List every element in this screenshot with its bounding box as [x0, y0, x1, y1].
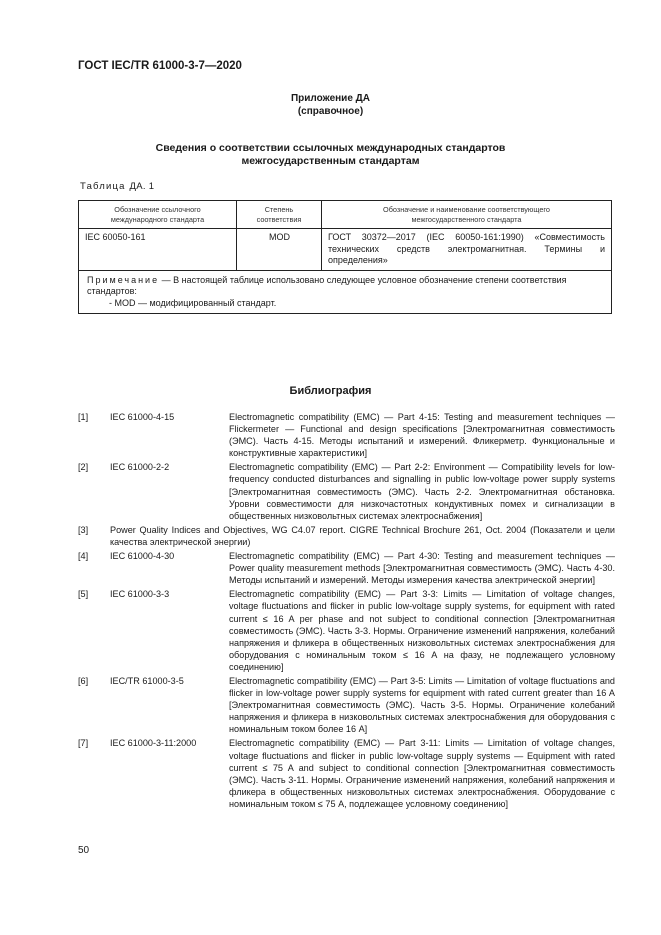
table-row [79, 229, 612, 271]
table-note [79, 270, 612, 314]
appendix-subtitle: (справочное) [297, 106, 364, 117]
bibliography-entry [78, 675, 615, 735]
standards-correspondence-table [78, 200, 612, 314]
bib-text: Electromagnetic compatibility (EMC) — Part 4-30: Testing and measurement techniques — Power quality measurement methods [Электромагнитная совместимость (ЭМС). Часть 4-30. Методы испытаний и измерений. Методы измерения качества электрической энергии] [229, 551, 615, 586]
bib-number: [7] [78, 738, 89, 749]
header-degree: Степень соответствия [237, 201, 322, 229]
bib-text: Electromagnetic compatibility (EMC) — Part 4-15: Testing and measurement techniques — Flickermeter — Functional and design specifications [Электромагнитная совместимость (ЭМС). Часть 4-15. Методы испытаний и измерений. Фликерметр. Функциональные и конструктивные характеристики] [229, 412, 615, 459]
bib-number: [1] [78, 412, 89, 422]
bibliography-entry [78, 411, 615, 459]
appendix-title: Приложение ДА [290, 93, 371, 104]
page-number: 50 [78, 845, 90, 856]
bib-text: Electromagnetic compatibility (EMC) — Part 2-2: Environment — Compatibility levels for low-frequency conducted disturbances and signalling in public low-voltage power supply systems [Электромагнитная совместимость (ЭМС). Часть 2-2. Электромагнитная обстановка. Уровни совместимости для низкочастотных кондуктивных помех и сигнализации в общественных низковольтных системах электроснабжения] [229, 462, 615, 521]
bibliography-heading: Библиография [289, 385, 372, 397]
bib-text: Electromagnetic compatibility (EMC) — Part 3-3: Limits — Limitation of voltage changes, voltage fluctuations and flicker in public low-voltage supply systems, for equipment with rated current ≤ 16 A per phase and not subject to conditional connection [Электромагнитная совместимость (ЭМС). Часть 3-3. Нормы. Ограничение изменений напряжения, колебаний напряжения и фликера в общественных низковольтных системах электроснабжения для оборудования с номинальным током ≤ 16 А на фазу, не подлежащего условному соединению] [229, 589, 615, 672]
note-text: — В настоящей таблице использовано следующее условное обозначение степени соответствия стандартов: [87, 274, 567, 296]
header-interstate-standard: Обозначение и наименование соответствующего межгосударственного стандарта [322, 201, 612, 229]
table-caption [80, 181, 154, 192]
bib-text: Power Quality Indices and Objectives, WG C4.07 report. CIGRE Technical Brochure 261, Oct. 2004 (Показатели и цели качества электрической энергии) [110, 524, 615, 547]
bibliography-entry [78, 737, 615, 810]
note-item: - MOD — модифицированный стандарт. [109, 297, 277, 308]
section-title-line2: межгосударственным стандартам [241, 155, 420, 167]
bibliography-entry [78, 524, 615, 548]
bibliography-entry [78, 461, 615, 521]
table-caption-label: Таблица [80, 181, 126, 192]
bibliography-entry [78, 588, 615, 673]
bib-number: [3] [78, 524, 89, 535]
note-label: Примечание [87, 274, 160, 285]
note-text-line [87, 275, 606, 298]
document-header: ГОСТ IEC/TR 61000-3-7—2020 [78, 60, 242, 72]
table-header-row [79, 201, 612, 229]
table-note-row [79, 270, 612, 314]
bib-number: [5] [78, 589, 89, 600]
bib-standard: IEC 61000-4-30 [110, 551, 175, 562]
cell-ref-standard: IEC 60050-161 [79, 229, 237, 271]
table-caption-number: ДА. 1 [129, 181, 155, 192]
bib-standard: IEC 61000-4-15 [110, 412, 175, 422]
bib-standard: IEC/TR 61000-3-5 [110, 675, 184, 686]
header-ref-standard: Обозначение ссылочного международного стандарта [79, 201, 237, 229]
bib-standard: IEC 61000-3-11:2000 [110, 738, 197, 749]
bibliography-entry [78, 550, 615, 586]
bib-number: [6] [78, 675, 89, 686]
bibliography-list [78, 411, 615, 812]
bib-text: Electromagnetic compatibility (EMC) — Part 3-11: Limits — Limitation of voltage changes, voltage fluctuations and flicker in public low-voltage supply systems — Equipment with rated current ≤ 75 A and subject to conditional connection [Электромагнитная совместимость (ЭМС). Часть 3-11. Нормы. Ограничение изменений напряжения, колебаний напряжения и фликера в общественных низковольтных системах электроснабжения. Оборудование с номинальным током ≤ 75 А, подлежащее условному соединению] [229, 738, 615, 809]
bib-number: [2] [78, 462, 89, 473]
cell-interstate-standard: ГОСТ 30372—2017 (IEC 60050-161:1990) «Совместимость технических средств электромагнитная. Термины и определения» [322, 229, 612, 271]
cell-degree: MOD [237, 229, 322, 271]
bib-standard: IEC 61000-2-2 [110, 462, 170, 473]
bib-text: Electromagnetic compatibility (EMC) — Part 3-5: Limits — Limitation of voltage fluctuations and flicker in low-voltage power supply systems for equipment with rated current greater than 16 A [Электромагнитная совместимость (ЭМС). Часть 3-5. Нормы. Ограничение колебаний напряжения и фликера в низковольтных системах электроснабжения для оборудования с номинальным током более 16 А] [229, 675, 615, 735]
bib-number: [4] [78, 551, 89, 562]
bib-standard: IEC 61000-3-3 [110, 589, 170, 600]
section-title-line1: Сведения о соответствии ссылочных международных стандартов [155, 142, 506, 154]
